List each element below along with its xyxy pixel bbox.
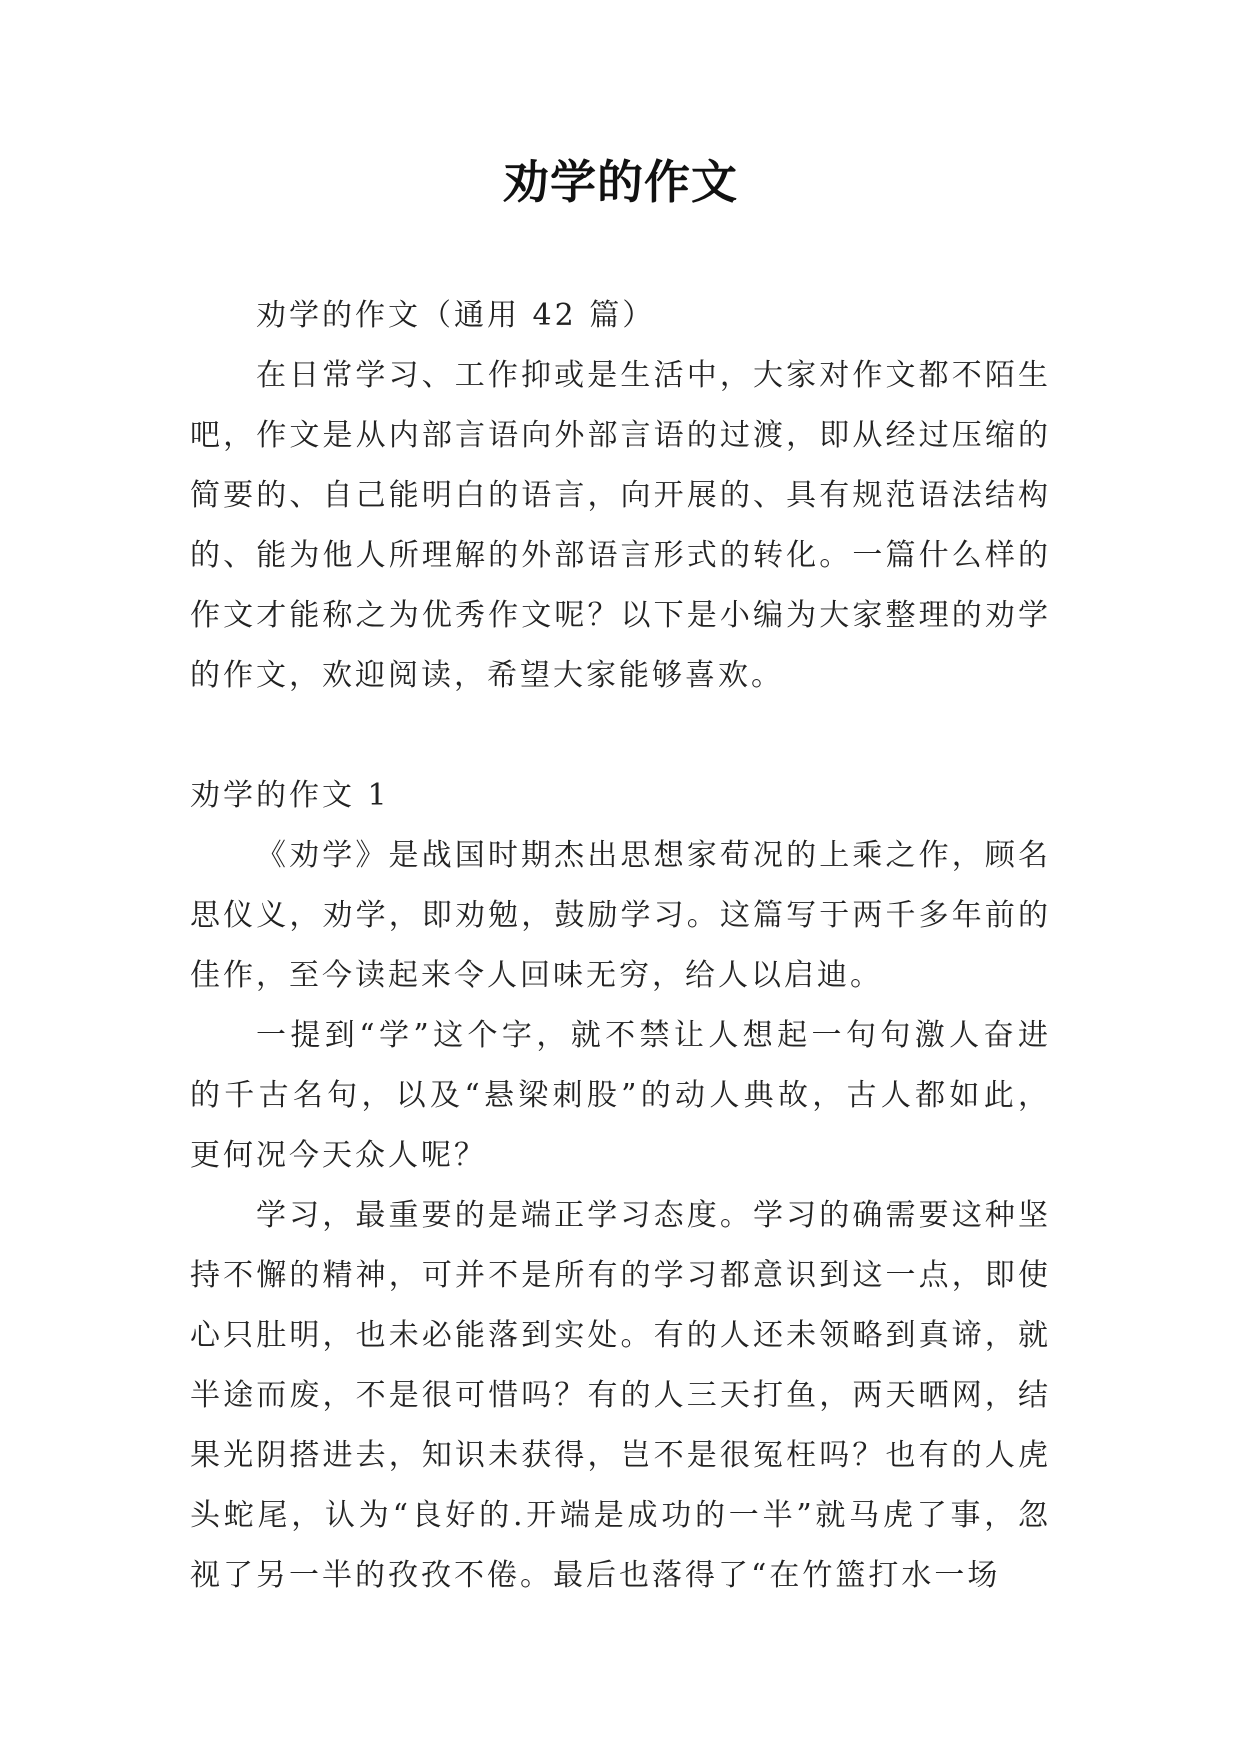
intro-paragraph: 在日常学习、工作抑或是生活中，大家对作文都不陌生吧，作文是从内部言语向外部言语的过渡，即从经过压缩的简要的、自己能明白的语言，向开展的、具有规范语法结构的、能为他人所理解的外部语言形式的转化。一篇什么样的作文才能称之为优秀作文呢？以下是小编为大家整理的劝学的作文，欢迎阅读，希望大家能够喜欢。 <box>190 358 1051 693</box>
document-body <box>190 286 1051 1606</box>
document-subtitle: 劝学的作文（通用 42 篇） <box>256 298 656 333</box>
body-paragraph: 《劝学》是战国时期杰出思想家荀况的上乘之作，顾名思仪义，劝学，即劝勉，鼓励学习。这篇写于两千多年前的佳作，至今读起来令人回味无穷，给人以启迪。 <box>190 838 1051 993</box>
body-paragraph: 学习，最重要的是端正学习态度。学习的确需要这种坚持不懈的精神，可并不是所有的学习都意识到这一点，即使心只肚明，也未必能落到实处。有的人还未领略到真谛，就半途而废，不是很可惜吗？有的人三天打鱼，两天晒网，结果光阴搭进去，知识未获得，岂不是很冤枉吗？也有的人虎头蛇尾，认为“良好的.开端是成功的一半”就马虎了事，忽视了另一半的孜孜不倦。最后也落得了“在竹篮打水一场 <box>190 1198 1051 1593</box>
section-heading: 劝学的作文 1 <box>190 778 390 813</box>
document-title: 劝学的作文 <box>503 155 738 209</box>
body-paragraph: 一提到“学”这个字，就不禁让人想起一句句激人奋进的千古名句，以及“悬梁刺股”的动人典故，古人都如此，更何况今天众人呢？ <box>190 1018 1051 1173</box>
